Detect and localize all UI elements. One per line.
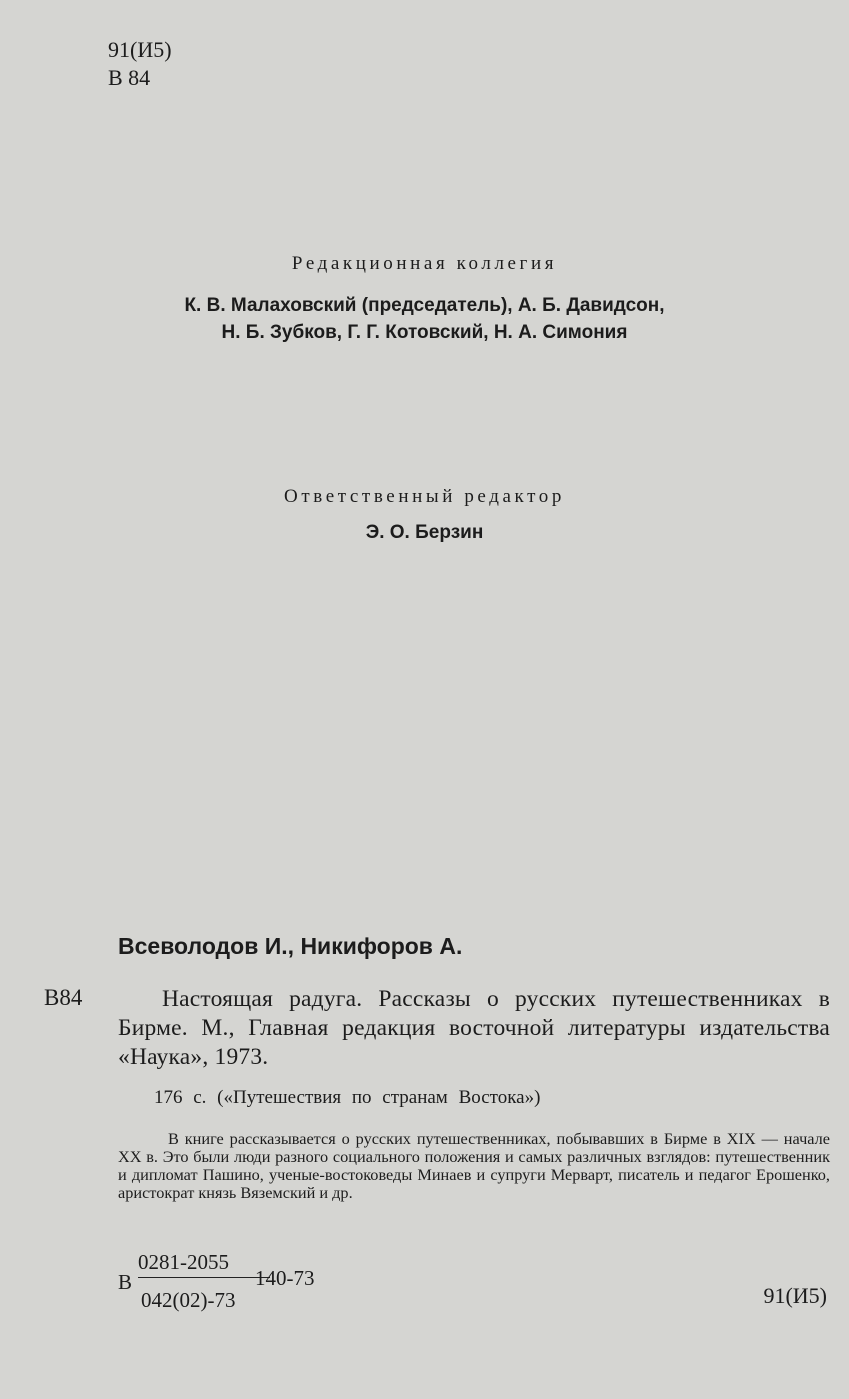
udk-line-2: В 84	[108, 65, 151, 90]
catalog-pages: 176 с. («Путешествия по странам Востока»)	[154, 1087, 541, 1108]
members-line-1: К. В. Малаховский (председатель), А. Б. Давидсон,	[184, 295, 665, 316]
catalog-authors: Всеволодов И., Никифоров А.	[118, 933, 463, 959]
udk-code-bottom: 91(И5)	[763, 1283, 827, 1308]
editorial-board-title: Редакционная коллегия	[291, 253, 558, 274]
members-line-2: Н. Б. Зубков, Г. Г. Котовский, Н. А. Симония	[221, 322, 628, 343]
catalog-description: Настоящая радуга. Рассказы о русских путешественниках в Бирме. М., Главная редакция восточной литературы издательства «Наука», 1973.	[118, 986, 830, 1070]
responsible-editor-name: Э. О. Берзин	[365, 522, 484, 543]
catalog-code: В84	[44, 985, 83, 1010]
catalog-index	[118, 1250, 348, 1320]
udk-code-top	[108, 36, 172, 92]
index-fraction-line	[138, 1277, 270, 1278]
editorial-board-members	[0, 292, 849, 346]
udk-line-1: 91(И5)	[108, 37, 172, 62]
index-letter: В	[118, 1270, 133, 1294]
catalog-annotation: В книге рассказывается о русских путешественниках, побывавших в Бирме в XIX — начале XX в. Это были люди разного социального положения и самых различных взглядов: путешественник и дипломат Пашино, ученые-востоковеды Минаев и супруги Мерварт, писатель и педагог Ерошенко, аристократ князь Вяземский и др.	[118, 1129, 830, 1202]
index-numerator: 0281-2055	[138, 1250, 229, 1274]
index-tail: 140-73	[255, 1266, 315, 1290]
index-denominator: 042(02)-73	[141, 1288, 236, 1312]
responsible-editor-title: Ответственный редактор	[284, 486, 565, 507]
